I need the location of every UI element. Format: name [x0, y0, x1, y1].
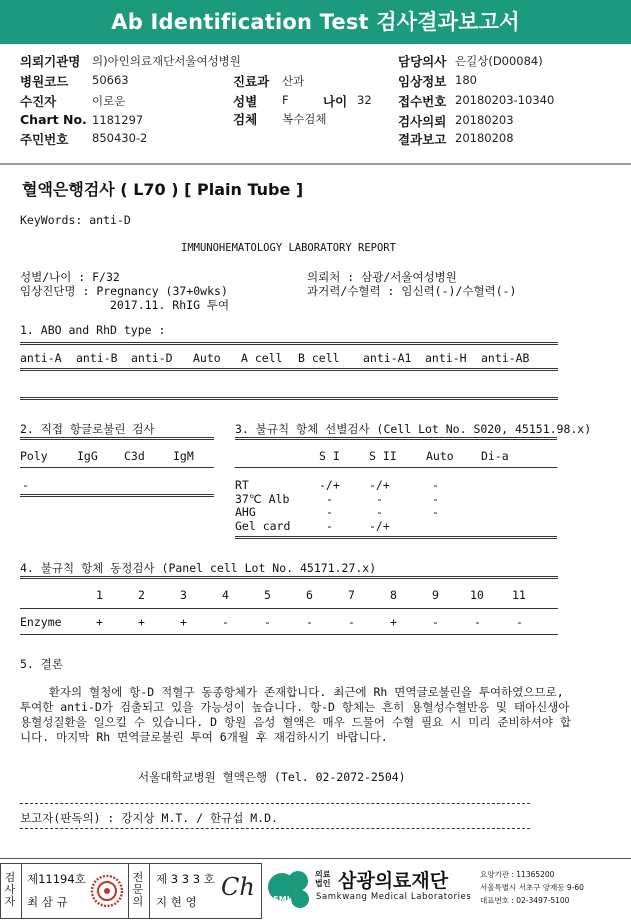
panel-header: 9 [432, 588, 439, 602]
dat-header: IgM [173, 449, 194, 463]
screen-cell: -/+ [369, 478, 390, 492]
diagnosis-note: 2017.11. RhIG 투여 [110, 298, 230, 312]
footer [0, 858, 631, 922]
panel-value: - [306, 615, 313, 629]
reg-no: 요양기관 : 11365200 [480, 870, 555, 879]
age-value: 32 [357, 93, 372, 107]
dat-header: C3d [124, 449, 145, 463]
rule [20, 634, 558, 635]
address: 서울특별시 서초구 양재동 9-60 [480, 883, 584, 892]
doctor-value: 은길상(D00084) [455, 54, 543, 68]
reporter: 보고자(판독의) : 강지상 M.T. / 한규섭 M.D. [20, 811, 278, 825]
examiner-license: 제11194호 [27, 872, 86, 886]
section-abo: 1. ABO and RhD type : [20, 323, 166, 337]
seal-icon [89, 873, 125, 909]
rule [20, 828, 530, 829]
institution-value: 의)아인의료재단서울여성병원 [92, 54, 241, 68]
doctor-label: 담당의사 [398, 54, 447, 69]
request-label: 검사의뢰 [398, 114, 447, 129]
chart-value: 1181297 [92, 113, 144, 127]
panel-value: - [474, 615, 481, 629]
panel-header: 3 [180, 588, 187, 602]
lab-title: IMMUNOHEMATOLOGY LABORATORY REPORT [181, 242, 396, 254]
specimen-value: 복수검체 [282, 112, 327, 126]
rule [235, 437, 557, 440]
sex-value: F [282, 93, 289, 107]
screen-cell: - [432, 492, 439, 506]
rule [20, 608, 558, 609]
rule [20, 467, 214, 468]
specialist-name: 지 현 영 [156, 895, 197, 909]
keywords: KeyWords: anti-D [20, 213, 131, 227]
age-label: 나이 [323, 94, 348, 109]
conclusion-text: 환자의 혈청에 항-D 적혈구 동종항체가 존재합니다. 최근에 Rh 면역글로불린을 투여하였으므로, 투여한 anti-D가 검출되고 있을 가능성이 높습니다. 항-D 항체는 흔히 용혈성수혈반응 및 태아신생아용혈성질환을 일으킬 수 있습니다. D 항원 음성 혈액은 매우 드물어 수혈 필요 시 미리 준비하셔야 합니다. 마지막 Rh 면역글로불린 투여 6개월 후 재검하시기 바랍니다. [20, 685, 571, 744]
patient-value: 이로운 [92, 94, 126, 108]
section-screening: 3. 불규칙 항체 선별검사 (Cell Lot No. S020, 45151.98.x) [235, 422, 592, 436]
rule [20, 437, 214, 440]
abo-header: anti-B [76, 351, 118, 365]
resident-label: 주민번호 [20, 132, 69, 147]
phone: 대표번호 : 02-3497-5100 [480, 896, 570, 905]
screen-cell: - [432, 478, 439, 492]
rule [235, 467, 557, 468]
panel-header: 6 [306, 588, 313, 602]
abo-header: anti-AB [481, 351, 530, 365]
abo-header: anti-H [425, 351, 467, 365]
abo-header: A cell [241, 351, 283, 365]
divider [149, 863, 150, 919]
panel-header: 5 [264, 588, 271, 602]
panel-value: - [432, 615, 439, 629]
screen-phase: AHG [235, 505, 256, 519]
brand-en: Samkwang Medical Laboratories [316, 892, 472, 902]
panel-header: 10 [470, 588, 484, 602]
abo-header: anti-D [131, 351, 173, 365]
screen-phase: 37℃ Alb [235, 492, 290, 506]
receipt-label: 접수번호 [398, 94, 447, 109]
divider [21, 863, 22, 919]
request-value: 20180203 [455, 113, 514, 127]
rule [20, 397, 558, 400]
panel-value: - [516, 615, 523, 629]
panel-header: 7 [348, 588, 355, 602]
clinical-value: 180 [455, 73, 477, 87]
abo-header: anti-A [20, 351, 62, 365]
dat-header: Poly [20, 449, 48, 463]
panel-row-label: Enzyme [20, 615, 62, 629]
result-label: 결과보고 [398, 132, 447, 147]
section-conclusion: 5. 결론 [20, 657, 63, 671]
abo-header: B cell [298, 351, 340, 365]
rule [235, 536, 557, 539]
hospital-code-label: 병원코드 [20, 74, 69, 89]
screen-phase: Gel card [235, 519, 291, 533]
receipt-value: 20180203-10340 [455, 93, 555, 107]
dept-value: 산과 [282, 74, 305, 88]
specialist-label: 전문의 [132, 871, 144, 908]
hospital-code-value: 50663 [92, 73, 129, 87]
abo-header: Auto [193, 351, 221, 365]
screen-cell: - [326, 505, 333, 519]
report-header: Ab Identification Test 검사결과보고서 [0, 0, 631, 44]
sex-label: 성별 [233, 94, 258, 109]
panel-header: 1 [96, 588, 103, 602]
screen-cell: - [376, 505, 383, 519]
section-dat: 2. 직접 항글로불린 검사 [20, 422, 155, 436]
institution-label: 의뢰기관명 [20, 54, 81, 69]
result-value: 20180208 [455, 131, 514, 145]
chart-label: Chart No. [20, 112, 87, 127]
patient-meta [0, 44, 631, 163]
section-panel: 4. 불규칙 항체 동정검사 (Panel cell Lot No. 45171.27.x) [20, 561, 377, 575]
screen-cell: - [326, 492, 333, 506]
divider [128, 863, 129, 919]
brand-name: 삼광의료재단 [338, 870, 449, 892]
panel-value: - [264, 615, 271, 629]
panel-header: 4 [222, 588, 229, 602]
panel-value: - [222, 615, 229, 629]
screen-header: S II [369, 449, 397, 463]
panel-header: 8 [390, 588, 397, 602]
signature-mark: Ch [221, 873, 255, 901]
resident-value: 850430-2 [92, 131, 148, 145]
requester: 의뢰처 : 삼광/서울여성병원 [307, 270, 457, 284]
screen-cell: - [326, 519, 333, 533]
screen-header: Auto [426, 449, 454, 463]
screen-phase: RT [235, 478, 249, 492]
screen-cell: -/+ [369, 519, 390, 533]
sex-age: 성별/나이 : F/32 [20, 270, 120, 284]
specialist-license: 제 3 3 3 호 [156, 872, 215, 886]
rule [20, 803, 530, 804]
examiner-name: 최 삼 규 [27, 895, 68, 909]
tube-test-report [0, 165, 631, 858]
examiner-label: 검사자 [4, 871, 16, 908]
sml-logo-icon [266, 865, 314, 917]
rule [20, 576, 558, 579]
specimen-label: 검체 [233, 112, 258, 127]
rule [20, 368, 558, 371]
panel-value: + [180, 615, 187, 629]
patient-label: 수진자 [20, 94, 57, 109]
rule [20, 342, 558, 345]
panel-header: 2 [138, 588, 145, 602]
panel-value: + [390, 615, 397, 629]
panel-value: + [96, 615, 103, 629]
sml-mark: SML [273, 895, 292, 904]
diagnosis: 임상진단명 : Pregnancy (37+0wks) [20, 284, 228, 298]
brand-small: 의료법인 [315, 870, 331, 888]
panel-header: 11 [512, 588, 526, 602]
screen-header: S I [319, 449, 340, 463]
dept-label: 진료과 [233, 74, 270, 89]
report-title: 혈액은행검사 ( L70 ) [ Plain Tube ] [22, 180, 304, 199]
screen-cell: - [432, 505, 439, 519]
issuer: 서울대학교병원 혈액은행 (Tel. 02-2072-2504) [138, 770, 406, 784]
dat-header: IgG [77, 449, 98, 463]
screen-header: Di-a [481, 449, 509, 463]
rule [20, 494, 214, 497]
panel-value: - [348, 615, 355, 629]
history: 과거력/수혈력 : 임신력(-)/수혈력(-) [307, 284, 517, 298]
screen-cell: -/+ [319, 478, 340, 492]
screen-cell: - [376, 492, 383, 506]
clinical-label: 임상정보 [398, 74, 447, 89]
dat-value: - [22, 478, 29, 492]
abo-header: anti-A1 [363, 351, 412, 365]
panel-value: + [138, 615, 145, 629]
